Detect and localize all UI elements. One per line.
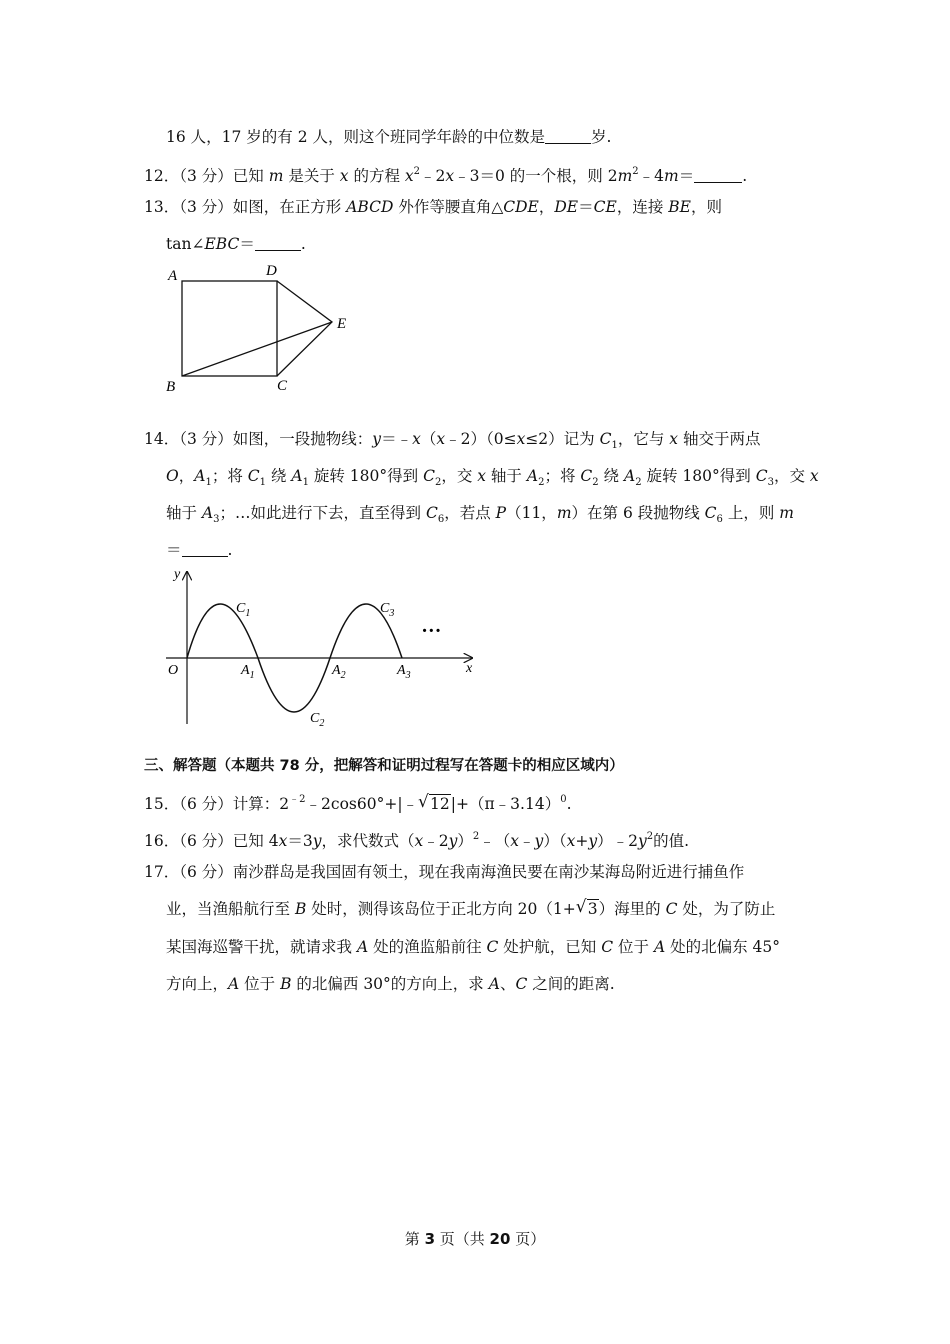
question-number: 17． [144, 863, 180, 881]
answer-blank [545, 129, 591, 144]
label-a2: $A_2$ [332, 663, 346, 681]
question-number: 12． [144, 167, 180, 185]
square-triangle-figure [160, 258, 360, 398]
answer-blank [255, 236, 301, 251]
section-3-title: 三、解答题（本题共 78 分，把解答和证明过程写在答题卡的相应区域内） [144, 758, 624, 774]
question-17-line-4: 方向上，A 位于 B 的北偏西 30°的方向上，求 A、C 之间的距离. [166, 975, 615, 993]
question-number: 13． [144, 198, 180, 216]
label-y: y [174, 567, 181, 582]
question-14-line-3: 轴于 $A_3$；…如此进行下去，直至得到 $C_6$，若点 P（11，m）在第 6 段抛物线 $C_6$ 上，则 m [166, 504, 794, 525]
parabola-chain-figure [160, 562, 490, 732]
square-abcd [182, 281, 277, 376]
label-e: E [337, 316, 347, 332]
question-17-line-3: 某国海巡警干扰，就请求我 A 处的渔监船前往 C 处护航，已知 C 位于 A 处的北偏东 45° [166, 938, 780, 956]
question-16: 16．（6 分）已知 4x＝3y，求代数式$(x﹣2y)^2﹣(x﹣y)(x+y)﹣2y^2$的值. [144, 831, 690, 850]
label-a1: $A_1$ [241, 663, 255, 681]
question-17: 17．（6 分）南沙群岛是我国固有领土，现在我南海渔民要在南沙某海岛附近进行捕鱼作 [144, 863, 745, 881]
label-o: O [168, 663, 179, 678]
curve-c2 [258, 658, 330, 712]
question-number: 14． [144, 430, 180, 448]
question-14: 14．（3 分）如图，一段抛物线：y＝﹣x（x﹣2）（0≤x≤2）记为 $C_1$，它与 x 轴交于两点 [144, 430, 761, 451]
answer-blank [694, 168, 742, 183]
question-number: 15． [144, 795, 180, 813]
triangle-cde [277, 281, 332, 376]
label-c2: $C_2$ [310, 711, 325, 729]
question-17-line-2: 业，当渔船航行至 B 处时，测得该岛位于正北方向 20（1+ √ 3）海里的 C 处，为了防止 [166, 897, 776, 918]
label-c1: $C_1$ [236, 601, 251, 619]
square-root: √ 12 [418, 792, 450, 813]
label-c: C [277, 378, 288, 394]
continuation-dots: … [422, 615, 442, 637]
question-number: 16． [144, 832, 180, 850]
total-pages: 20 [489, 1230, 511, 1248]
page-footer: 第 3 页（共 20 页） [404, 1230, 546, 1248]
label-d: D [266, 263, 277, 279]
answer-blank [182, 542, 228, 557]
question-13: 13．（3 分）如图，在正方形 ABCD 外作等腰直角△CDE，DE＝CE，连接 BE，则 [144, 198, 722, 216]
question-14-line-2: O，$A_1$；将 $C_1$ 绕 $A_1$ 旋转 180°得到 $C_2$，交 x 轴于 $A_2$；将 $C_2$ 绕 $A_2$ 旋转 180°得到 $C_3$，交 x [166, 467, 819, 488]
page-number: 3 [424, 1230, 435, 1248]
square-root: √ 3 [575, 897, 598, 918]
question-15: 15．（6 分）计算：$2^{﹣2}﹣2\cos 60^\circ+|﹣$ √ 12|+（π﹣3.14）$^0$. [144, 792, 572, 813]
label-a: A [168, 268, 178, 284]
label-a3: $A_3$ [397, 663, 411, 681]
question-14-line-4: ＝ . [166, 541, 233, 559]
label-x: x [466, 661, 473, 676]
segment-be [182, 322, 332, 376]
label-c3: $C_3$ [380, 601, 395, 619]
label-b: B [166, 379, 176, 395]
question-12: 12．（3 分）已知 m 是关于 x 的方程 $x^2﹣2x﹣3=0$ 的一个根，则 $2m^2﹣4m=$ . [144, 166, 748, 185]
q11-continuation: 16 人，17 岁的有 2 人，则这个班同学年龄的中位数是 岁. [166, 128, 612, 146]
question-13-line-2: tan∠EBC＝ . [166, 235, 306, 253]
